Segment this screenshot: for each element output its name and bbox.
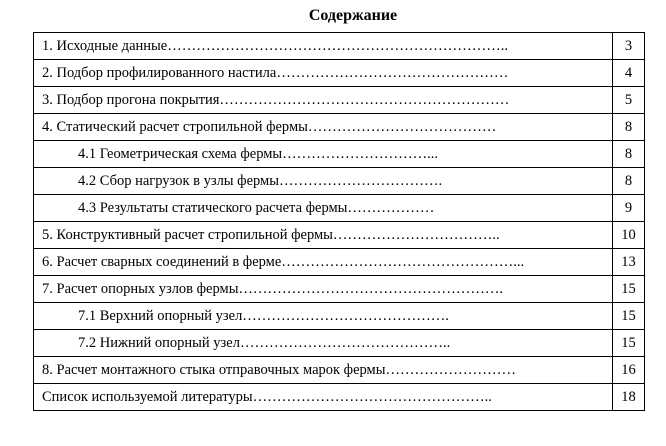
toc-entry-text: 5. Конструктивный расчет стропильной фермы……………………………..: [42, 227, 500, 243]
toc-page-number: 15: [613, 330, 645, 357]
toc-subentry-text: 7.1 Верхний опорный узел…………………………………….: [78, 308, 449, 324]
toc-page-number: 5: [613, 87, 645, 114]
toc-entry-text: 1. Исходные данные……………………………………………………………..: [42, 38, 508, 54]
toc-row: [34, 141, 645, 168]
toc-entry-cell: [34, 384, 613, 411]
toc-row: [34, 330, 645, 357]
toc-row: [34, 33, 645, 60]
toc-page-number: 3: [613, 33, 645, 60]
document-title: Содержание: [308, 7, 398, 24]
toc-row: [34, 195, 645, 222]
toc-row: [34, 357, 645, 384]
toc-row: [34, 303, 645, 330]
toc-row: [34, 384, 645, 411]
toc-entry-cell: [34, 249, 613, 276]
toc-row: [34, 114, 645, 141]
toc-row: [34, 222, 645, 249]
toc-entry-cell: [34, 303, 613, 330]
toc-entry-cell: [34, 357, 613, 384]
table-of-contents: [33, 32, 645, 411]
toc-page-number: 10: [613, 222, 645, 249]
toc-entry-text: 4. Статический расчет стропильной фермы…………………………………: [42, 119, 497, 135]
toc-page-number: 8: [613, 141, 645, 168]
toc-page-number: 4: [613, 60, 645, 87]
toc-page-number: 18: [613, 384, 645, 411]
toc-entry-cell: [34, 195, 613, 222]
toc-row: [34, 249, 645, 276]
toc-entry-cell: [34, 87, 613, 114]
toc-page-number: 9: [613, 195, 645, 222]
toc-page-number: 8: [613, 114, 645, 141]
toc-entry-cell: [34, 222, 613, 249]
toc-entry-text: 7. Расчет опорных узлов фермы……………………………………………….: [42, 281, 504, 297]
toc-entry-cell: [34, 33, 613, 60]
toc-entry-cell: [34, 141, 613, 168]
toc-subentry-text: 7.2 Нижний опорный узел……………………………………..: [78, 335, 451, 351]
toc-page-number: 16: [613, 357, 645, 384]
toc-entry-cell: [34, 60, 613, 87]
toc-entry-text: 6. Расчет сварных соединений в ферме…………………………………………...: [42, 254, 525, 270]
toc-subentry-text: 4.1 Геометрическая схема фермы…………………………...: [78, 146, 439, 162]
toc-entry-text: 3. Подбор прогона покрытия……………………………………………………: [42, 92, 510, 108]
toc-row: [34, 168, 645, 195]
toc-entry-cell: [34, 276, 613, 303]
toc-subentry-text: 4.3 Результаты статического расчета фермы………………: [78, 200, 435, 216]
toc-page-number: 15: [613, 303, 645, 330]
toc-page-number: 13: [613, 249, 645, 276]
toc-body: [34, 33, 645, 411]
toc-row: [34, 87, 645, 114]
toc-entry-text: 8. Расчет монтажного стыка отправочных марок фермы………………………: [42, 362, 516, 378]
toc-row: [34, 60, 645, 87]
toc-entry-cell: [34, 330, 613, 357]
toc-entry-cell: [34, 168, 613, 195]
toc-entry-text: Список используемой литературы…………………………………………..: [42, 389, 492, 405]
toc-page-number: 15: [613, 276, 645, 303]
toc-entry-text: 2. Подбор профилированного настила…………………………………………: [42, 65, 509, 81]
toc-page-number: 8: [613, 168, 645, 195]
toc-row: [34, 276, 645, 303]
toc-subentry-text: 4.2 Сбор нагрузок в узлы фермы…………………………….: [78, 173, 443, 189]
toc-entry-cell: [34, 114, 613, 141]
